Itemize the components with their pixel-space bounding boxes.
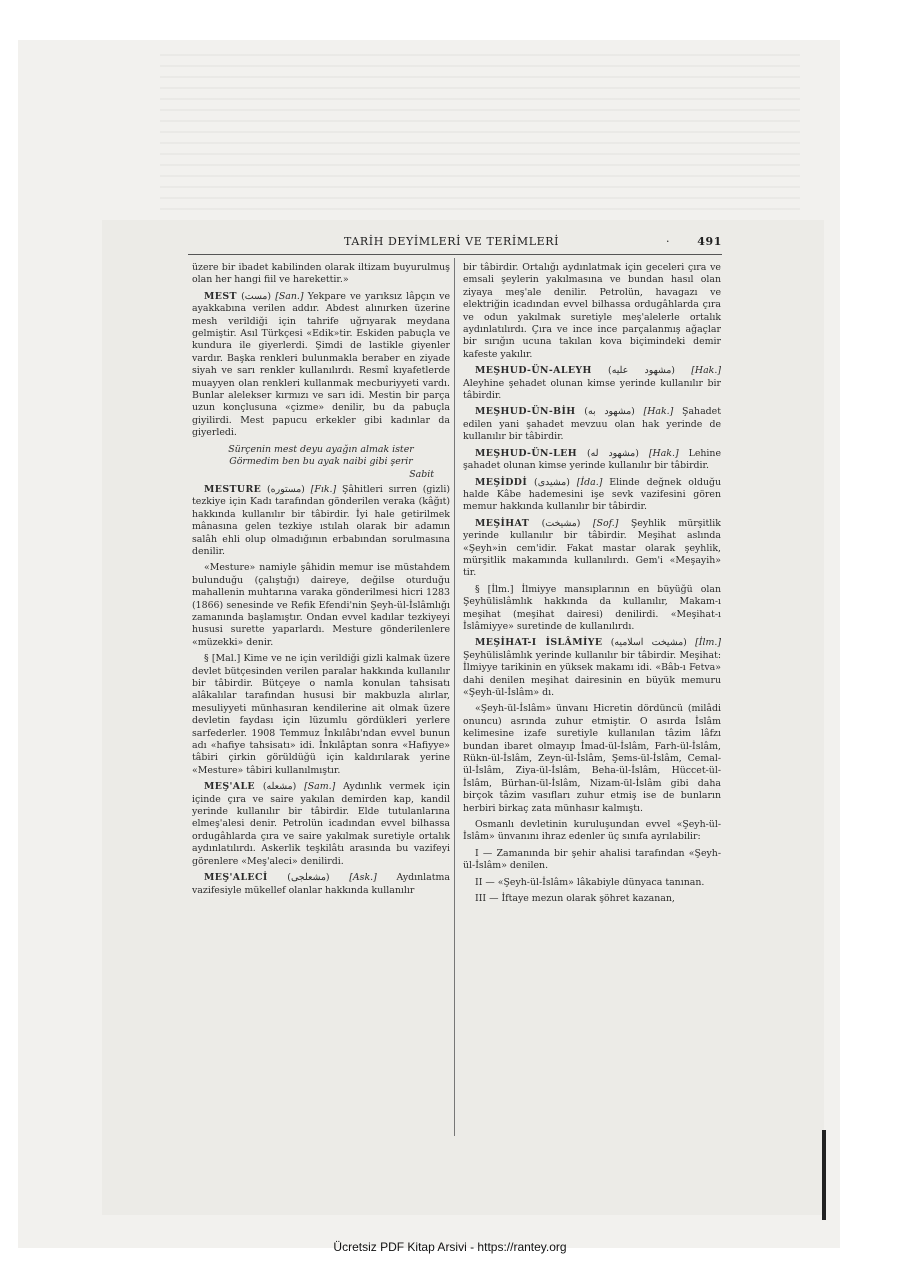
body-paragraph [463, 848, 721, 873]
header-title: TARİH DEYİMLERİ VE TERİMLERİ [344, 235, 560, 248]
entry-headword: MEŞİHAT [475, 517, 530, 529]
entry-headword: MEŞİDDİ [475, 476, 528, 488]
paragraph-text: II — «Şeyh-ül-İslâm» lâkabiyle dünyaca tanınan. [475, 876, 705, 888]
dictionary-entry [192, 291, 450, 440]
entry-arabic: (مشهود به) [584, 406, 635, 418]
entry-domain: [İlm.] [695, 637, 721, 649]
dictionary-entry [463, 637, 721, 699]
dictionary-entry [463, 365, 721, 402]
entry-text: Aydınlık vermek için içinde çıra ve saire yakılan demirden kap, kandil yerinde kullanılır bir tâbirdir. Elde tutulanlarına elmeş'alesi denir. Petrolün icadından evvel bilhassa ordugâhlarda çıra ve saire yakılmak suretiyle ortalık aydınlatılırdı. Askerlik teşkilâtı arasında bu vazifeyi görenlere «Meş'aleci» denilirdi. [192, 781, 450, 867]
poem-line: Sürçenin mest deyu ayağın almak ister [228, 443, 414, 455]
entry-headword: MEŞHUD-ÜN-LEH [475, 447, 577, 459]
entry-arabic: (مست) [241, 290, 271, 302]
entry-text: Şâhitleri sırren (gizli) tezkiye için Kadı tarafından gönderilen veraka (kâğıt) hakkında kullanılır bir tâbirdir. İyi hale getirilmek mânasına gelen tezkiye ıstılah olarak bir adamın salâh ehli olup olmadığının erbabından sorulmasına denilir. [192, 483, 451, 557]
body-paragraph [192, 562, 450, 649]
entry-domain: [Sam.] [304, 781, 336, 793]
entry-headword: MEŞHUD-ÜN-BİH [475, 406, 576, 418]
entry-arabic: (مشیخت اسلامیه) [610, 637, 687, 649]
entry-domain: [İda.] [576, 476, 603, 488]
body-paragraph [463, 819, 721, 844]
entry-domain: [Fık.] [310, 483, 337, 495]
body-paragraph [192, 653, 450, 777]
body-paragraph [463, 584, 721, 634]
entry-text: Aydınlatma vazifesiyle mükellef olanlar hakkında kullanılır [192, 872, 450, 896]
entry-domain: [San.] [275, 290, 304, 302]
entry-headword: MEŞ'ALE [204, 781, 255, 793]
entry-headword: MEŞİHAT-I İSLÂMİYE [475, 637, 603, 649]
paragraph-text: III — İftaye mezun olarak şöhret kazanan, [475, 893, 675, 905]
header-rule [188, 254, 722, 255]
body-paragraph [463, 703, 721, 815]
dictionary-entry [463, 477, 721, 514]
paragraph-text: «Şeyh-ül-İslâm» ünvanı Hicretin dördüncü (milâdi onuncu) asrında zuhur etmiştir. O asırda İslâm kelimesine izafe suretiyle kullanılan tâzim lâfzı bundan ibaret olmayıp İmad-ül-İslâm, Farh-ül-İslâm, Rükn-ül-İslâm, Zeyn-ül-İslâm, Şems-ül-İslâm, Cemal-ül-İslâm, Ziya-ül-İslâm, Beha-ül-İslâm, Hüccet-ül-İslâm, Bürhan-ül-İslâm, Nizam-ül-İslâm gibi daha birçok tâzim vasıfları zuhur etmiş ise de bunların herbiri birkaç zata münhasır kalmıştı. [463, 703, 721, 814]
header-separator: · [666, 235, 671, 248]
entry-text: Aleyhine şehadet olunan kimse yerinde kullanılır bir tâbirdir. [463, 377, 721, 402]
paragraph-text: I — Zamanında bir şehir ahalisi tarafından «Şeyh-ül-İslâm» denilen. [463, 847, 721, 872]
entry-domain: [Hak.] [643, 406, 674, 418]
entry-headword: MEŞ'ALECİ [204, 872, 268, 884]
footer-credit: Ücretsiz PDF Kitap Arsivi - https://rantey.org [333, 1240, 567, 1254]
dictionary-entry [192, 781, 450, 868]
paragraph-text: bir tâbirdir. Ortalığı aydınlatmak için geceleri çıra ve emsali şeylerin yakılmasına ve bundan hasıl olan ziyaya meş'ale denilir. Petrolün, havagazı ve elektriğin icadından evvel bilhassa ordugâhlarda çıra ve odun yakılmak suretiyle meş'alelerle ortalık aydınlatılırdı. Çıra ve ince ince parçalanmış ağaçlar bir sırığın ucuna takılan kova biçimindeki demir kafeste yakılır. [463, 262, 721, 360]
dictionary-entry [463, 518, 721, 580]
entry-text: Şeyhlik mürşitlik yerinde kullanılır bir tâbirdir. Meşihat aslında «Şeyh»in cem'idir. Fakat mastar olarak şeyhlik, mürşitlik makamında kullanılırdı. Gem'i «Meşayih» tir. [463, 517, 721, 579]
paragraph-text: üzere bir ibadet kabilinden olarak iltizam buyurulmuş olan her hangi fiil ve harekettir.» [192, 262, 450, 286]
poem-line: Görmedim ben bu ayak naibi gibi şerir [229, 456, 413, 468]
entry-text: Şeyhülislâmlık yerinde kullanılır bir tâbirdir. Meşihat: İlmiyye tarikinin en yüksek makamı idi. «Bâb-ı Fetva» dahi denilen meşihat dairesinin en büyük memuru «Şeyh-ül-İslâm» dı. [463, 649, 721, 698]
entry-arabic: (مشعله) [262, 781, 297, 793]
page-number: 491 [697, 235, 722, 248]
poem-author: Sabit [409, 468, 434, 480]
paragraph-text: «Mesture» namiyle şâhidin memur ise müstahdem bulunduğu (çalıştığı) daireye, değilse oturduğu mahallenin muhtarına varaka gönderilmesi hicri 1283 (1866) senesinde ve Refik Efendi'nin Şeyh-ül-İslâmlığı zamanında başlamıştır. Ondan evvel kadılar tezkiyeyi hususi surette yaparlardı. Mesture gönderilenlere «müzekki» denir. [192, 562, 450, 648]
paragraph-text: § [Mal.] Kime ve ne için verildiği gizli kalmak üzere devlet bütçesinden verilen paralar hakkında kullanılır bir tâbirdir. Bütçeye o namla konulan tahsisatı alâkalılar tarafından hususi bir makbuzla alırlar, mesuliyyeti münhasıran kendilerine ait olmak üzere devletin faydası için lüzumlu gördükleri yerlere sarfederler. 1908 Temmuz İnkılâbı'ndan evvel bunun adı «hafiye tahsisatı» idi. İnkılâptan sonra «Hafiyye» tâbiri çirkin görüldüğü için kaldırılarak yerine «Mesture» tâbiri kullanılmıştır. [192, 653, 450, 776]
dictionary-entry [463, 406, 721, 443]
body-paragraph [463, 893, 721, 905]
paragraph-text: Osmanlı devletinin kuruluşundan evvel «Şeyh-ül-İslâm» ünvanını ihraz edenler üç sınıfa ayrılabilir: [463, 819, 721, 843]
entry-headword: MEŞHUD-ÜN-ALEYH [475, 365, 592, 377]
dictionary-entry [192, 484, 450, 558]
dictionary-entry [192, 872, 450, 897]
right-column [463, 262, 721, 910]
entry-domain: [Sof.] [592, 517, 619, 529]
entry-domain: [Ask.] [349, 872, 377, 884]
entry-text: Lehine şahadet olunan kimse yerinde kullanılır bir tâbirdir. [463, 447, 721, 472]
body-paragraph [192, 262, 450, 287]
paragraph-text: § [İlm.] İlmiyye mansıplarının en büyüğü olan Şeyhülislâmlık hakkında da kullanılır, Makam-ı meşihat (meşihat dairesi) denilirdi. «Meşihat-ı İslâmiyye» suretinde de kullanılırdı. [463, 583, 721, 632]
entry-domain: [Hak.] [648, 447, 679, 459]
entry-domain: [Hak.] [691, 365, 721, 377]
entry-arabic: (مشعلجی) [287, 872, 330, 884]
page-edge-shadow [822, 1130, 826, 1220]
left-column [192, 262, 450, 901]
poem-quote [192, 444, 450, 481]
body-paragraph [463, 877, 721, 889]
entry-headword: MESTURE [204, 483, 262, 495]
entry-arabic: (مستوره) [267, 483, 305, 495]
entry-text: Yekpare ve yarıksız lâpçın ve ayakkabına verilen addır. Abdest alınırken üzerine mesh verildiği için tahrife uğrıyarak meydana gelmiştir. Asıl Türkçesi «Edik»tir. Eskiden pabuçla ve kundura ile giyerlerdi. Şimdi de lastikle giyenler vardır. Başka renkleri bulunmakla beraber en ziyade siyah ve sarı renkler kullanılırdı. Resmî kıyafetlerde muayyen olan renkleri kullanmak mecburiyyeti vardı. Bunlar alelekser kırmızı ve sarı idi. Mestin bir parça uzun konçlusuna «çizme» denilir, bu da pabuçla giyilirdi. Mest papucu erkekler gibi kadınlar da giyerledi. [192, 290, 451, 439]
entry-text: Elinde değnek olduğu halde Kâbe hademesini işe sevk vazifesini gören memur hakkında kullanılır bir tâbirdir. [463, 476, 722, 513]
entry-arabic: (مشهود عليه) [608, 365, 675, 377]
dictionary-entry [463, 448, 721, 473]
entry-arabic: (مشهود له) [586, 447, 639, 459]
entry-arabic: (مشیخت) [541, 517, 581, 529]
body-paragraph [463, 262, 721, 361]
column-divider [454, 258, 455, 1136]
entry-text: Şahadet edilen yani şahadet mevzuu olan hak yerinde de kullanılır bir tâbirdir. [463, 406, 722, 443]
entry-arabic: (مشیدی) [534, 476, 570, 488]
entry-headword: MEST [204, 290, 237, 302]
bleed-through-text [160, 45, 800, 215]
